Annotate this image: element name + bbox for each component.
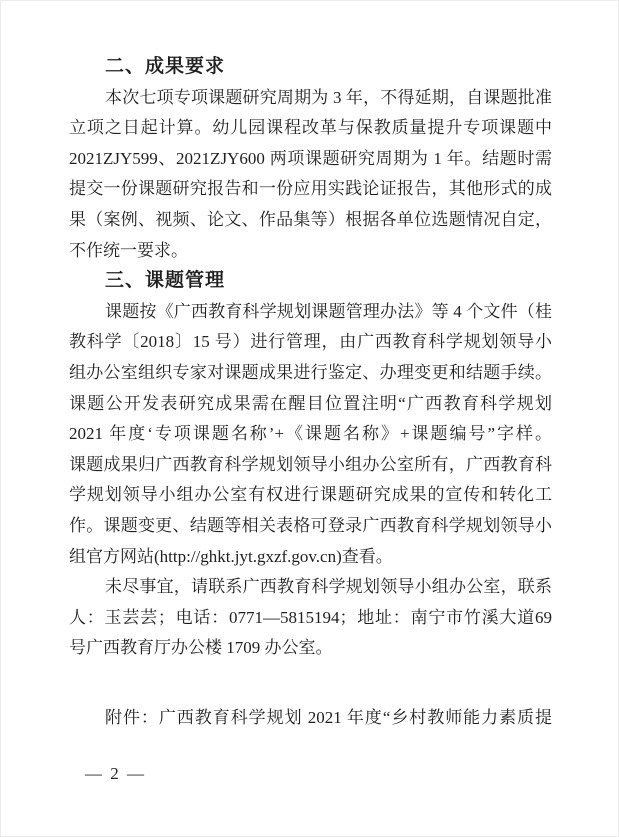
text-line: 立项之日起计算。幼儿园课程改革与保教质量提升专项课题中 [69, 118, 552, 138]
text-line: 果（案例、视频、论文、作品集等）根据各单位选题情况自定， [69, 209, 552, 229]
text-line: 课题公开发表研究成果需在醒目位置注明“广西教育科学规划 [69, 393, 552, 413]
text-line: 课题成果归广西教育科学规划领导小组办公室所有，广西教育科 [69, 454, 552, 474]
text-line: 不作统一要求。 [69, 240, 188, 260]
page-number: — 2 — [85, 764, 146, 783]
text-line: 作。课题变更、结题等相关表格可登录广西教育科学规划领导小 [69, 515, 552, 535]
text-line: 号广西教育厅办公楼 1709 办公室。 [69, 638, 333, 658]
text-line: 课题按《广西教育科学规划课题管理办法》等 4 个文件（桂 [105, 301, 552, 321]
text-line: 2021ZJY599、2021ZJY600 两项课题研究周期为 1 年。结题时需 [69, 148, 552, 168]
text-line: 本次七项专项课题研究周期为 3 年，不得延期，自课题批准 [105, 87, 552, 107]
vertical-gap [69, 664, 552, 703]
text-line: 2021 年度‘专项课题名称’+《课题名称》+课题编号”字样。 [69, 424, 552, 444]
text-line: 学规划领导小组办公室有权进行课题研究成果的宣传和转化工 [69, 485, 552, 505]
document-body [69, 52, 552, 733]
text-line: 教科学〔2018〕15 号）进行管理，由广西教育科学规划领导小 [69, 332, 552, 352]
text-line-contact: 人：玉芸芸；电话：0771—5815194；地址：南宁市竹溪大道69 [69, 607, 552, 627]
text-line: 提交一份课题研究报告和一份应用实践论证报告，其他形式的成 [69, 179, 552, 199]
attachment-line: 附件：广西教育科学规划 2021 年度“乡村教师能力素质提 [105, 707, 552, 727]
text-line: 组办公室组织专家对课题成果进行鉴定、办理变更和结题手续。 [69, 362, 552, 382]
section-heading-results: 二、成果要求 [105, 56, 226, 77]
section-heading-management: 三、课题管理 [105, 270, 226, 292]
text-line-website: 组官方网站(http://ghkt.jyt.gxzf.gov.cn)查看。 [69, 546, 393, 566]
text-line: 未尽事宜，请联系广西教育科学规划领导小组办公室，联系 [105, 577, 552, 597]
